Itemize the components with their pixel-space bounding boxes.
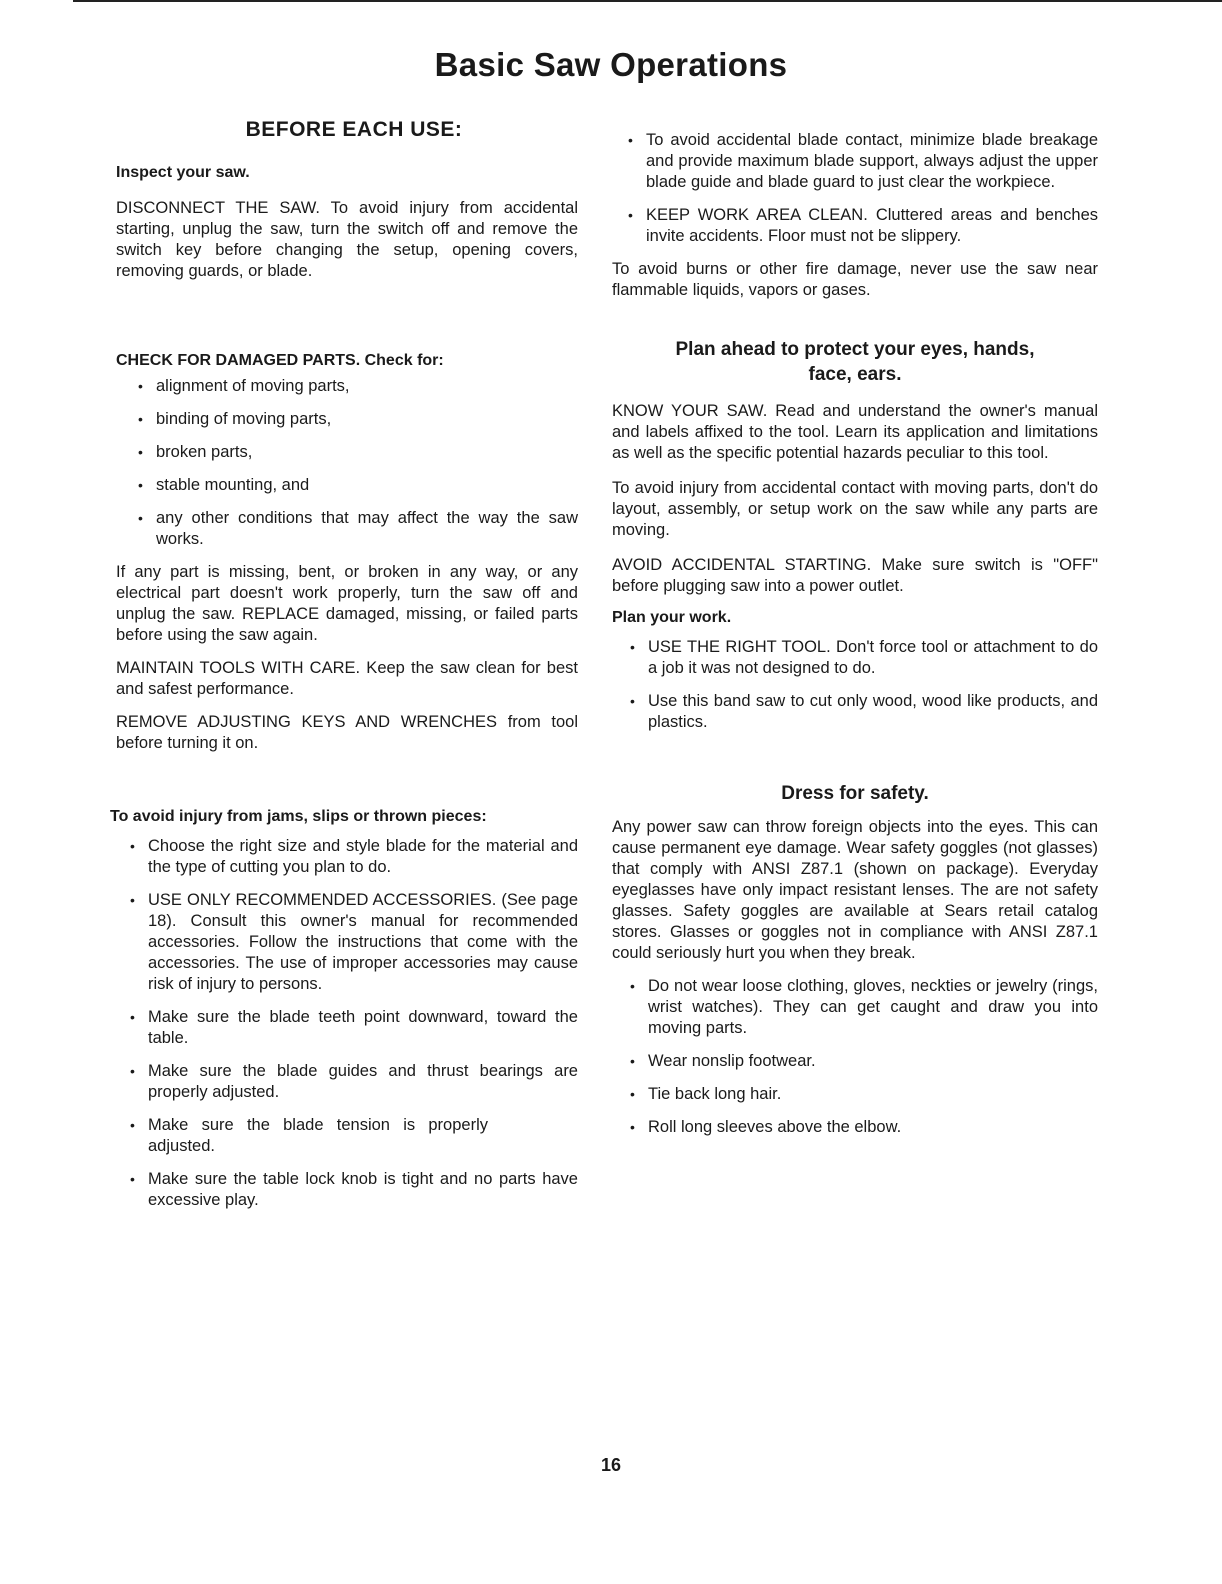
dress-list: [612, 976, 1098, 1138]
list-item: • Make sure the blade tension is properly adjusted.: [126, 1115, 578, 1157]
list-item: • any other conditions that may affect the way the saw works.: [134, 508, 578, 550]
list-item: • alignment of moving parts,: [134, 376, 578, 397]
top-rule: [73, 0, 1222, 2]
page-number: 16: [600, 1455, 622, 1475]
plan-ahead-heading: [612, 337, 1098, 387]
list-item: • Make sure the blade guides and thrust bearings are properly adjusted.: [126, 1061, 578, 1103]
list-item: • To avoid accidental blade contact, minimize blade breakage and provide maximum blade support, always adjust the upper blade guide and blade guard to just clear the workpiece.: [624, 130, 1098, 193]
list-item: • binding of moving parts,: [134, 409, 578, 430]
list-item: • Do not wear loose clothing, gloves, neckties or jewelry (rings, wrist watches). They can get caught and draw you into moving parts.: [626, 976, 1098, 1039]
list-item: • broken parts,: [134, 442, 578, 463]
list-item: • Tie back long hair.: [626, 1084, 1098, 1105]
list-item: • Make sure the table lock knob is tight and no parts have excessive play.: [126, 1169, 578, 1211]
list-item: • Wear nonslip footwear.: [626, 1051, 1098, 1072]
plan-ahead-heading-line2: face, ears.: [808, 364, 902, 385]
maintain-paragraph: MAINTAIN TOOLS WITH CARE. Keep the saw clean for best and safest performance.: [116, 659, 578, 698]
page-title: Basic Saw Operations: [434, 46, 788, 83]
list-item: • Make sure the blade teeth point downward, toward the table.: [126, 1007, 578, 1049]
inspect-heading: Inspect your saw.: [116, 164, 250, 181]
list-item: • Choose the right size and style blade for the material and the type of cutting you plan to do.: [126, 836, 578, 878]
plan-ahead-heading-line1: Plan ahead to protect your eyes, hands,: [675, 339, 1035, 360]
list-item: • USE THE RIGHT TOOL. Don't force tool or attachment to do a job it was not designed to do.: [626, 637, 1098, 679]
missing-parts-paragraph: If any part is missing, bent, or broken in any way, or any electrical part doesn't work properly, turn the saw off and unplug the saw. REPLACE damaged, missing, or failed parts before using the saw again.: [116, 563, 578, 644]
moving-parts-paragraph: To avoid injury from accidental contact with moving parts, don't do layout, assembly, or setup work on the saw while any parts are moving.: [612, 479, 1098, 539]
list-item: • KEEP WORK AREA CLEAN. Cluttered areas and benches invite accidents. Floor must not be slippery.: [624, 205, 1098, 247]
right-column: [612, 130, 1098, 1138]
avoid-starting-paragraph: AVOID ACCIDENTAL STARTING. Make sure switch is "OFF" before plugging saw into a power outlet.: [612, 556, 1098, 595]
list-item: • Roll long sleeves above the elbow.: [626, 1117, 1098, 1138]
jams-list: [116, 836, 578, 1211]
list-item: • stable mounting, and: [134, 475, 578, 496]
check-list: [116, 376, 578, 550]
list-item: • USE ONLY RECOMMENDED ACCESSORIES. (See page 18). Consult this owner's manual for recommended accessories. Follow the instructions that come with the accessories. The use of improper accessories may cause risk of injury to persons.: [126, 890, 578, 995]
plan-work-list: [612, 637, 1098, 733]
dress-paragraph: Any power saw can throw foreign objects into the eyes. This can cause permanent eye damage. Wear safety goggles (not glasses) that comply with ANSI Z87.1 (shown on package). Everyday eyeglasses have only impact resistant lenses. The are not safety glasses. Safety goggles are available at Sears retail catalog stores. Glasses or goggles not in compliance with ANSI Z87.1 could seriously hurt you when they break.: [612, 818, 1098, 962]
know-your-saw-paragraph: KNOW YOUR SAW. Read and understand the owner's manual and labels affixed to the tool. Learn its application and limitations as well as the specific potential hazards peculiar to this tool.: [612, 402, 1098, 462]
top-safety-list: [612, 130, 1098, 247]
plan-your-work-heading: Plan your work.: [612, 609, 732, 626]
left-column: [110, 118, 578, 1211]
jams-heading: To avoid injury from jams, slips or thrown pieces:: [110, 808, 487, 825]
burns-paragraph: To avoid burns or other fire damage, never use the saw near flammable liquids, vapors or gases.: [612, 260, 1098, 299]
before-each-use-heading: BEFORE EACH USE:: [245, 118, 463, 141]
check-damaged-heading: CHECK FOR DAMAGED PARTS. Check for:: [116, 352, 444, 369]
disconnect-paragraph: DISCONNECT THE SAW. To avoid injury from accidental starting, unplug the saw, turn the switch off and remove the switch key before changing the setup, opening covers, removing guards, or blade.: [116, 199, 578, 280]
remove-keys-paragraph: REMOVE ADJUSTING KEYS AND WRENCHES from tool before turning it on.: [116, 713, 578, 752]
dress-for-safety-heading: Dress for safety.: [781, 783, 929, 804]
list-item: • Use this band saw to cut only wood, wood like products, and plastics.: [626, 691, 1098, 733]
